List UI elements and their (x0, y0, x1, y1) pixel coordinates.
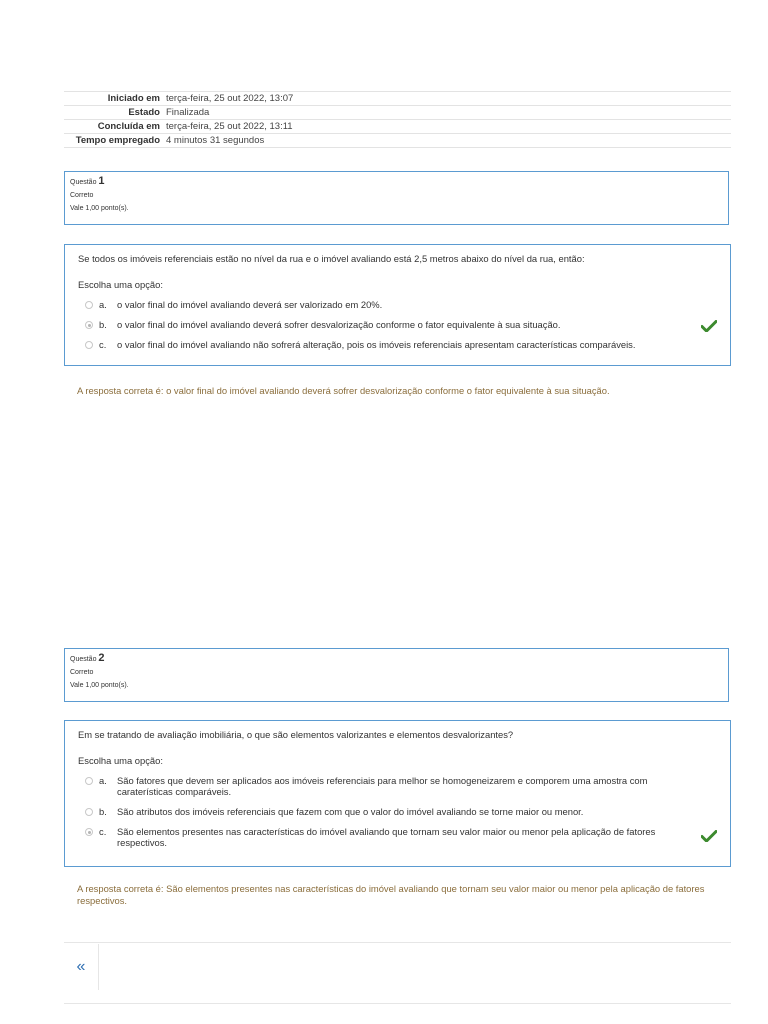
summary-label: Iniciado em (64, 92, 166, 106)
answer-option-b[interactable] (78, 319, 717, 330)
option-text: o valor final do imóvel avaliando deverá ser valorizado em 20%. (117, 299, 383, 310)
question-number (70, 652, 723, 666)
correct-answer-feedback: A resposta correta é: o valor final do imóvel avaliando deverá sofrer desvalorização conforme o fator equivalente à sua situação. (77, 385, 610, 396)
nav-divider-top (64, 942, 731, 943)
summary-row-state (64, 106, 731, 120)
question-info-2 (64, 648, 729, 702)
option-letter: a. (99, 299, 107, 310)
answer-option-c[interactable] (78, 339, 717, 350)
attempt-summary-table (64, 91, 731, 148)
option-letter: c. (99, 826, 107, 837)
radio-button[interactable] (85, 808, 93, 816)
option-letter: b. (99, 806, 107, 817)
summary-label: Concluída em (64, 120, 166, 134)
summary-label: Tempo empregado (64, 134, 166, 148)
question-number (70, 175, 723, 189)
option-text: São fatores que devem ser aplicados aos imóveis referenciais para melhor se homogeneizarem e comporem uma amostra com caraterísticas comparáveis. (117, 775, 648, 797)
option-letter: b. (99, 319, 107, 330)
answer-prompt: Escolha uma opção: (78, 755, 163, 766)
correct-answer-feedback: A resposta correta é: São elementos presentes nas características do imóvel avaliando que tornam seu valor maior ou menor pela aplicação de fatores respectivos. (77, 883, 705, 906)
radio-button-selected[interactable] (85, 321, 93, 329)
previous-page-button[interactable] (64, 944, 99, 990)
option-letter: c. (99, 339, 107, 350)
question-grade: Vale 1,00 ponto(s). (70, 682, 129, 689)
question-text: Em se tratando de avaliação imobiliária, o que são elementos valorizantes e elementos desvalorizantes? (78, 729, 514, 740)
option-text: São atributos dos imóveis referenciais que fazem com que o valor do imóvel avaliando se torne maior ou menor. (117, 806, 584, 817)
question-content-2 (64, 720, 731, 867)
answer-option-b[interactable] (78, 806, 717, 817)
option-text: São elementos presentes nas características do imóvel avaliando que tornam seu valor maior ou menor pela aplicação de fatores respectivos. (117, 826, 656, 848)
summary-value: Finalizada (166, 106, 731, 120)
question-number-label: Questão (70, 656, 97, 663)
summary-value: 4 minutos 31 segundos (166, 134, 731, 148)
option-text: o valor final do imóvel avaliando não sofrerá alteração, pois os imóveis referenciais apresentam características comparáveis. (117, 339, 636, 350)
question-number-value: 1 (98, 175, 105, 187)
radio-button-selected[interactable] (85, 828, 93, 836)
option-letter: a. (99, 775, 107, 786)
question-number-value: 2 (98, 652, 105, 664)
summary-value: terça-feira, 25 out 2022, 13:07 (166, 92, 731, 106)
summary-row-completed (64, 120, 731, 134)
answer-option-c[interactable] (78, 826, 717, 848)
answer-option-a[interactable] (78, 299, 717, 310)
question-state: Correto (70, 669, 94, 676)
check-icon (701, 320, 717, 332)
summary-row-time (64, 134, 731, 148)
option-text: o valor final do imóvel avaliando deverá sofrer desvalorização conforme o fator equivalente à sua situação. (117, 319, 561, 330)
summary-value: terça-feira, 25 out 2022, 13:11 (166, 120, 731, 134)
question-text: Se todos os imóveis referenciais estão no nível da rua e o imóvel avaliando está 2,5 metros abaixo do nível da rua, então: (78, 253, 585, 264)
question-grade: Vale 1,00 ponto(s). (70, 205, 129, 212)
summary-row-started (64, 92, 731, 106)
question-content-1 (64, 244, 731, 366)
radio-button[interactable] (85, 341, 93, 349)
check-icon (701, 830, 717, 842)
question-info-1 (64, 171, 729, 225)
question-number-label: Questão (70, 179, 97, 186)
answer-option-a[interactable] (78, 775, 717, 797)
question-state: Correto (70, 192, 94, 199)
radio-button[interactable] (85, 301, 93, 309)
radio-button[interactable] (85, 777, 93, 785)
answer-prompt: Escolha uma opção: (78, 279, 163, 290)
double-chevron-left-icon: « (76, 958, 86, 975)
summary-label: Estado (64, 106, 166, 120)
nav-divider-bottom (64, 1003, 731, 1004)
